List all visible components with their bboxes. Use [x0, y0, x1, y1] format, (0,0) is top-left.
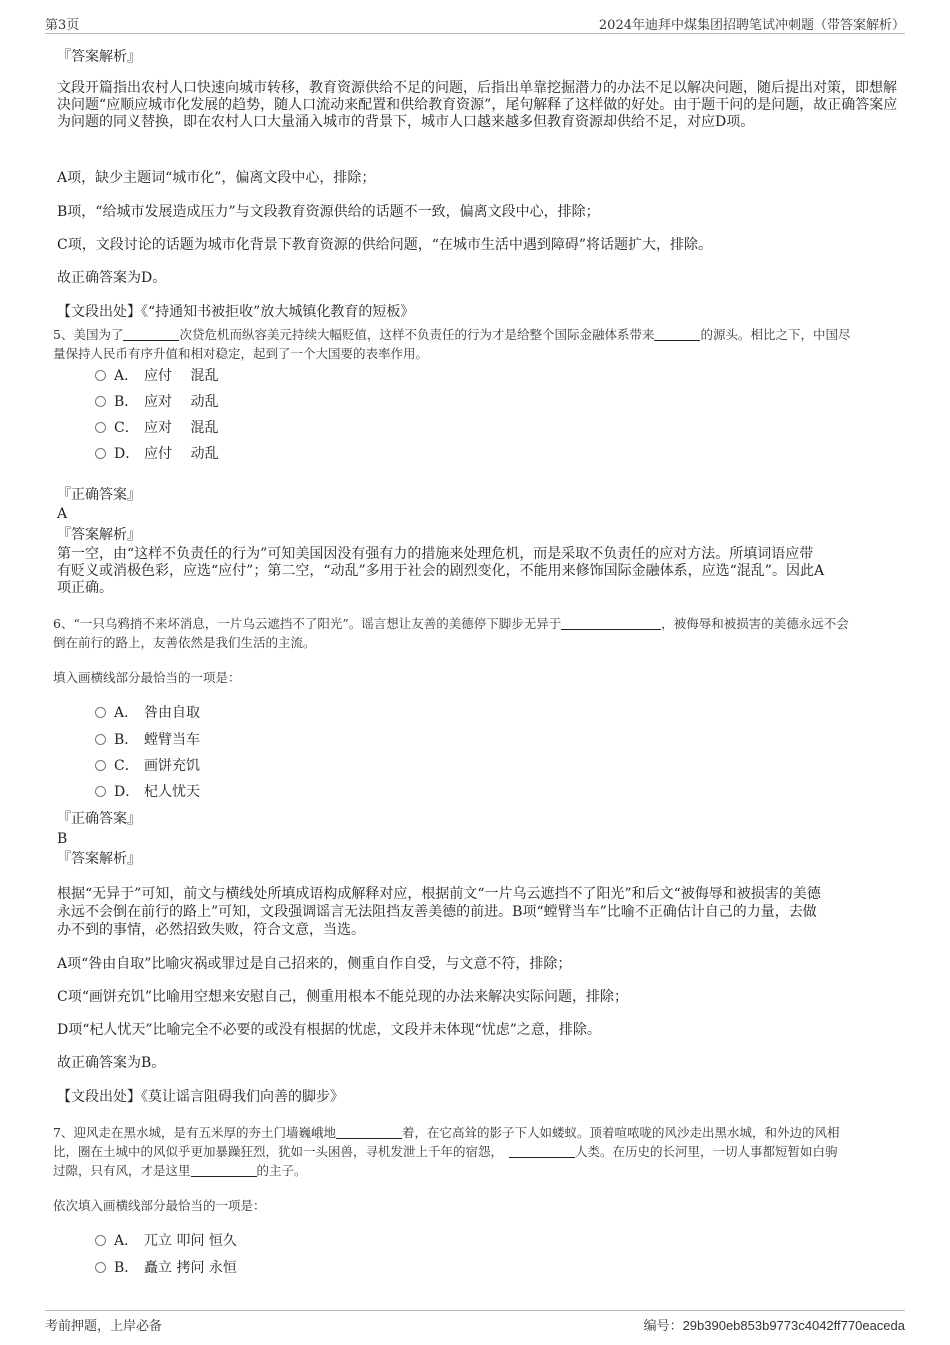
q7-stem-part: 比，圈在土城中的风似乎更加暴躁狂烈，犹如一头困兽，寻机发泄上千年的宿怨， [53, 1144, 504, 1159]
q5-stem-part: 5、美国为了 [53, 327, 124, 342]
option-letter: C． [114, 758, 139, 774]
q5-analysis-line: 有贬义或消极色彩，应选“应付”；第二空，“动乱”多用于社会的剧烈变化，不能用来修饰国际金融体系，应选“混乱”。因此A [57, 563, 825, 579]
radio-button[interactable] [95, 396, 106, 407]
q7-stem-line3 [53, 1161, 896, 1180]
q6-option-c[interactable] [95, 757, 200, 775]
document-id: 编号：29b390eb853b9773c4042ff770eaceda [643, 1318, 905, 1333]
q6-analysis-line: 永远不会倒在前行的路上”可知，文段强调谣言无法阻挡友善美德的前进。B项“螳臂当车”比喻不正确估计自己的力量，去做 [57, 904, 817, 920]
option-letter: D． [114, 784, 140, 800]
q6-stem-part: 6、“一只乌鸦捎不来坏消息，一片乌云遮挡不了阳光”。谣言想让友善的美德停下脚步无异于 [53, 616, 562, 631]
q6-answer-title: 『正确答案』 [57, 811, 141, 827]
option-text: 应付 动乱 [144, 446, 219, 462]
q5-analysis-line: 第一空，由“这样不负责任的行为”可知美国因没有强有力的措施来处理危机，而是采取不负责任的应对方法。所填词语应带 [57, 546, 814, 562]
q6-option-b[interactable] [95, 731, 200, 749]
q5-stem-part: 次贷危机而纵容美元持续大幅贬值，这样不负责任的行为才是给整个国际金融体系带来 [179, 327, 655, 342]
option-text: 杞人忧天 [144, 784, 200, 800]
radio-button[interactable] [95, 760, 106, 771]
q4-option-c-note: C项，文段讨论的话题为城市化背景下教育资源的供给问题，“在城市生活中遇到障碍”将话题扩大，排除。 [57, 237, 713, 253]
q5-stem-part: 的源头。相比之下，中国尽 [700, 327, 851, 342]
q5-stem-line1 [53, 325, 896, 344]
option-text: 应对 混乱 [144, 420, 219, 436]
option-letter: B． [114, 394, 139, 410]
radio-button[interactable] [95, 422, 106, 433]
option-text: 兀立 叩问 恒久 [144, 1233, 237, 1249]
q7-stem-part: 着，在它高耸的影子下人如蝼蚁。顶着喧哝咙的风沙走出黑水城，和外边的风相 [401, 1125, 840, 1140]
footer-slogan: 考前押题，上岸必备 [45, 1319, 163, 1334]
page-footer [45, 1310, 905, 1332]
q6-blank [561, 616, 661, 630]
page-header [45, 12, 905, 34]
q5-option-d[interactable] [95, 445, 218, 463]
page-number: 第3页 [45, 18, 80, 33]
option-letter: D． [114, 446, 140, 462]
option-letter: A． [114, 705, 139, 721]
q6-option-a[interactable] [95, 704, 200, 722]
q6-option-d-note: D项“杞人忧天”比喻完全不必要的或没有根据的忧虑，文段并未体现“忧虑”之意，排除。 [57, 1022, 601, 1038]
q6-stem-part: ，被侮辱和被损害的美德永远不会 [661, 616, 849, 631]
radio-button[interactable] [95, 370, 106, 381]
q5-option-b[interactable] [95, 393, 218, 411]
option-text: 应对 动乱 [144, 394, 219, 410]
q5-blank-1 [123, 327, 179, 341]
q6-stem-line2: 倒在前行的路上，友善依然是我们生活的主流。 [53, 635, 316, 650]
radio-button[interactable] [95, 1235, 106, 1246]
option-text: 矗立 拷问 永恒 [144, 1260, 237, 1276]
option-letter: A． [114, 368, 139, 384]
q6-analysis-line: 根据“无异于”可知，前文与横线处所填成语构成解释对应，根据前文“一片乌云遮挡不了阳光”和后文“被侮辱和被损害的美德 [57, 886, 821, 902]
option-text: 螳臂当车 [144, 732, 200, 748]
option-letter: C． [114, 420, 139, 436]
q5-answer-title: 『正确答案』 [57, 487, 141, 503]
q5-analysis-title: 『答案解析』 [57, 527, 141, 543]
q6-option-a-note: A项“咎由自取”比喻灾祸或罪过是自己招来的，侧重自作自受，与文意不符，排除； [57, 956, 572, 972]
q4-option-a-note: A项，缺少主题词“城市化”，偏离文段中心，排除； [57, 170, 376, 186]
q6-stem-line1 [53, 614, 896, 633]
q7-stem-part: 的主子。 [256, 1163, 307, 1178]
q4-conclusion: 故正确答案为D。 [57, 270, 167, 286]
q6-answer: B [57, 831, 68, 847]
q6-source: 【文段出处】《莫让谣言阻碍我们向善的脚步》 [57, 1089, 344, 1105]
option-letter: B． [114, 1260, 139, 1276]
q6-prompt: 填入画横线部分最恰当的一项是： [53, 670, 241, 685]
q6-analysis-line: 办不到的事情，必然招致失败，符合文意，当选。 [57, 922, 365, 938]
radio-button[interactable] [95, 448, 106, 459]
q5-answer: A [57, 506, 68, 522]
q5-blank-2 [654, 327, 700, 341]
q7-blank-3 [191, 1163, 257, 1177]
q4-analysis-title: 『答案解析』 [57, 49, 141, 65]
q5-stem-line2: 量保持人民币有序升值和相对稳定，起到了一个大国要的表率作用。 [53, 346, 429, 361]
q5-option-a[interactable] [95, 367, 218, 385]
q7-stem-line2 [53, 1142, 896, 1161]
q4-analysis-paragraph: 文段开篇指出农村人口快速向城市转移，教育资源供给不足的问题，后指出单靠挖掘潜力的办法不足以解决问题，随后提出对策，即想解决问题“应顺应城市化发展的趋势，随人口流动来配置和供给教育资源”，尾句解释了这样做的好处。由于题干问的是问题，故正确答案应为问题的同义替换，即在农村人口大量涌入城市的背景下，城市人口越来越多但教育资源却供给不足，对应D项。 [57, 80, 898, 130]
option-letter: A． [114, 1233, 139, 1249]
radio-button[interactable] [95, 1262, 106, 1273]
q5-option-c[interactable] [95, 419, 218, 437]
q7-blank-2 [509, 1144, 575, 1158]
q7-stem-part: 人类。在历史的长河里，一切人事都短暂如白驹 [575, 1144, 838, 1159]
q6-analysis-title: 『答案解析』 [57, 851, 141, 867]
q4-source: 【文段出处】《“持通知书被拒收”放大城镇化教育的短板》 [57, 304, 415, 320]
option-text: 咎由自取 [144, 705, 200, 721]
q7-option-b[interactable] [95, 1259, 237, 1277]
q6-option-c-note: C项“画饼充饥”比喻用空想来安慰自己，侧重用根本不能兑现的办法来解决实际问题，排除； [57, 989, 629, 1005]
q7-stem-part: 7、迎风走在黑水城，是有五米厚的夯土门墙巍峨地 [53, 1125, 336, 1140]
radio-button[interactable] [95, 707, 106, 718]
q7-option-a[interactable] [95, 1232, 237, 1250]
q4-option-b-note: B项，“给城市发展造成压力”与文段教育资源供给的话题不一致，偏离文段中心，排除； [57, 204, 600, 220]
q7-blank-1 [336, 1125, 402, 1139]
option-text: 画饼充饥 [144, 758, 200, 774]
radio-button[interactable] [95, 786, 106, 797]
q7-stem-part: 过隙，只有风，才是这里 [53, 1163, 191, 1178]
option-text: 应付 混乱 [144, 368, 219, 384]
q5-analysis-line: 项正确。 [57, 580, 113, 596]
document-title: 2024年迪拜中煤集团招聘笔试冲刺题（带答案解析） [598, 18, 905, 33]
q6-option-d[interactable] [95, 783, 200, 801]
option-letter: B． [114, 732, 139, 748]
q7-prompt: 依次填入画横线部分最恰当的一项是： [53, 1198, 266, 1213]
q6-conclusion: 故正确答案为B。 [57, 1055, 166, 1071]
radio-button[interactable] [95, 734, 106, 745]
q7-stem-line1 [53, 1123, 896, 1142]
